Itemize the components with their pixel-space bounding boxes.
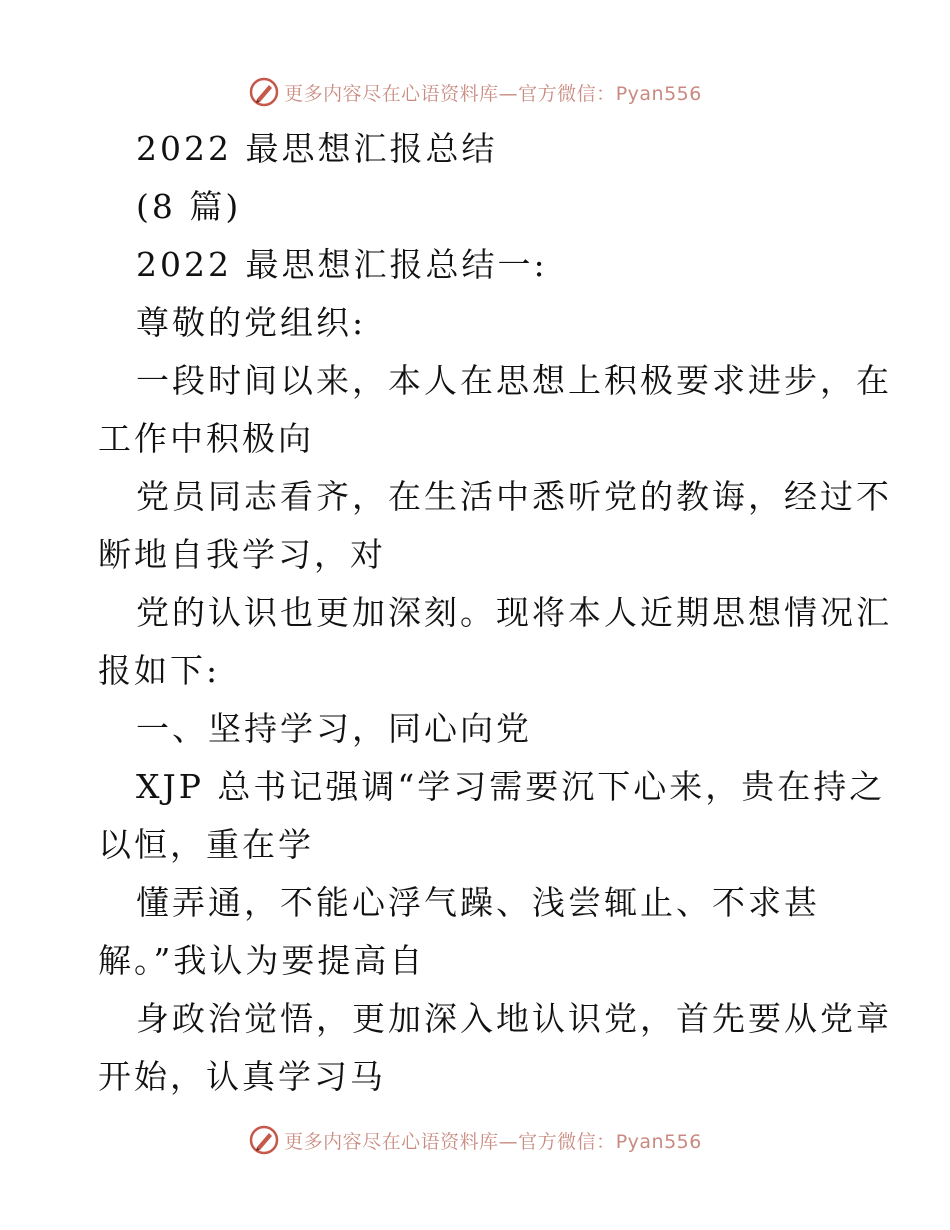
watermark-wechat-label: 官方微信： (518, 82, 616, 105)
paragraph-line: 工作中积极向 (98, 419, 314, 458)
pen-logo-icon (248, 1124, 280, 1156)
paragraph-line: XJP 总书记强调“学习需要沉下心来，贵在持之 (136, 767, 886, 806)
watermark-wechat-label: 官方微信： (518, 1130, 616, 1153)
footer-watermark (0, 1120, 950, 1160)
paragraph-line: 报如下: (98, 651, 221, 690)
document-title: 2022 最思想汇报总结 (136, 129, 498, 168)
document-body (98, 120, 892, 1106)
paragraph-line: 一段时间以来，本人在思想上积极要求进步，在 (136, 361, 892, 400)
paragraph-line: 一、坚持学习，同心向党 (136, 709, 532, 748)
document-subtitle: (8 篇) (136, 187, 242, 226)
paragraph-line: 以恒，重在学 (98, 825, 314, 864)
watermark-separator: — (498, 1130, 519, 1153)
paragraph-line: 党员同志看齐，在生活中悉听党的教诲，经过不 (136, 477, 892, 516)
header-watermark (0, 72, 950, 112)
paragraph-line: 懂弄通，不能心浮气躁、浅尝辄止、不求甚 (136, 883, 820, 922)
paragraph-line: 断地自我学习，对 (98, 535, 386, 574)
paragraph-line: 身政治觉悟，更加深入地认识党，首先要从党章 (136, 999, 892, 1038)
watermark-wechat-id: Pyan556 (615, 82, 702, 105)
paragraph-line: 开始，认真学习马 (98, 1057, 386, 1096)
paragraph-line: 尊敬的党组织: (136, 303, 367, 342)
watermark-brand: 更多内容尽在心语资料库 (284, 82, 499, 105)
watermark-brand: 更多内容尽在心语资料库 (284, 1130, 499, 1153)
watermark-separator: — (498, 82, 519, 105)
paragraph-line: 党的认识也更加深刻。现将本人近期思想情况汇 (136, 593, 892, 632)
paragraph-line: 2022 最思想汇报总结一: (136, 245, 548, 284)
watermark-wechat-id: Pyan556 (615, 1130, 702, 1153)
document-lines (98, 236, 892, 1106)
pen-logo-icon (248, 76, 280, 108)
paragraph-line: 解。”我认为要提高自 (98, 941, 426, 980)
